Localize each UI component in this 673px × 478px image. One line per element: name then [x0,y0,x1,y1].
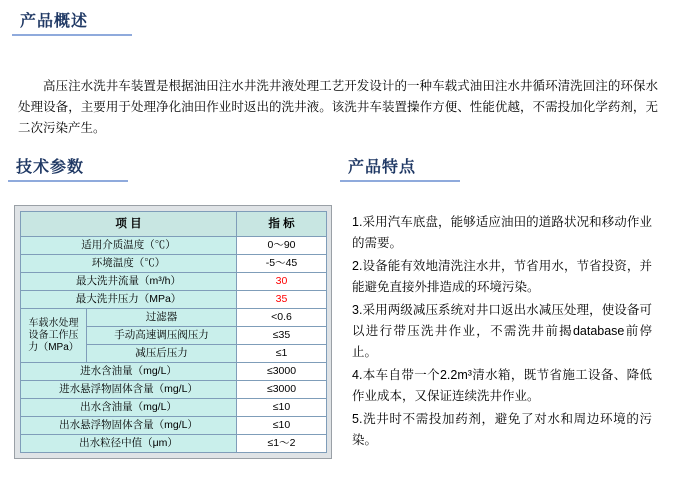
table-header-row [21,212,327,237]
spec-table-container [14,205,332,459]
table-header-value: 指 标 [237,212,327,237]
row-label: 进水含油量（mg/L） [21,363,237,381]
feature-item: 2.设备能有效地清洗注水井，节省用水，节省投资，并能避免直接外排造成的环境污染。 [352,259,652,294]
table-header-item: 项 目 [21,212,237,237]
feature-item: 1.采用汽车底盘，能够适应油田的道路状况和移动作业的需要。 [352,215,652,250]
overview-paragraph: 高压注水洗井车装置是根据油田注水井洗井液处理工艺开发设计的一种车载式油田注水井循环清洗回注的环保水处理设备，主要用于处理净化油田作业时返出的洗井液。该洗井车装置操作方便、性能优越，不需投加化学药剂，无二次污染产生。 [18,79,658,135]
overview-heading-text: 产品概述 [20,13,89,30]
table-row [21,399,327,417]
table-row [21,435,327,453]
row-value: ≤10 [237,399,327,417]
table-row [21,363,327,381]
row-label: 出水粒径中值（μm） [21,435,237,453]
row-label: 最大洗井流量（m³/h） [21,273,237,291]
feature-item: 4.本车自带一个2.2m³清水箱，既节省施工设备、降低作业成本，又保证连续洗井作业。 [352,368,652,403]
row-value: ≤1～2 [237,435,327,453]
overview-heading-rule [12,34,132,36]
table-row [21,237,327,255]
table-row [21,255,327,273]
table-row [21,291,327,309]
row-label: 最大洗井压力（MPa） [21,291,237,309]
section-heading-features [348,154,416,177]
table-row [21,273,327,291]
section-heading-params [16,154,84,177]
row-label: 减压后压力 [87,345,237,363]
row-value: <0.6 [237,309,327,327]
section-heading-overview [20,8,88,31]
row-label: 过滤器 [87,309,237,327]
row-value: 0～90 [237,237,327,255]
row-value: ≤3000 [237,363,327,381]
row-value: -5～45 [237,255,327,273]
row-label: 出水含油量（mg/L） [21,399,237,417]
row-value: 30 [237,273,327,291]
row-label: 适用介质温度（℃） [21,237,237,255]
row-group-label: 车载水处理设备工作压力（MPa） [21,309,87,363]
row-value: ≤1 [237,345,327,363]
table-row [21,381,327,399]
row-label: 出水悬浮物固体含量（mg/L） [21,417,237,435]
row-label: 手动高速调压阀压力 [87,327,237,345]
table-row [21,417,327,435]
features-heading-text: 产品特点 [348,159,417,176]
params-heading-rule [8,180,128,182]
row-value: 35 [237,291,327,309]
row-value: ≤10 [237,417,327,435]
row-label: 环境温度（℃） [21,255,237,273]
params-heading-text: 技术参数 [16,159,85,176]
row-value: ≤35 [237,327,327,345]
row-value: ≤3000 [237,381,327,399]
spec-table [20,211,327,453]
features-list [352,212,652,453]
table-row [21,309,327,327]
feature-item: 5.洗井时不需投加药剂，避免了对水和周边环境的污染。 [352,412,652,447]
features-heading-rule [340,180,460,182]
feature-item: 3.采用两级减压系统对井口返出水减压处理，使设备可以进行带压洗井作业，不需洗井前揭database前停止。 [352,303,652,359]
row-label: 进水悬浮物固体含量（mg/L） [21,381,237,399]
